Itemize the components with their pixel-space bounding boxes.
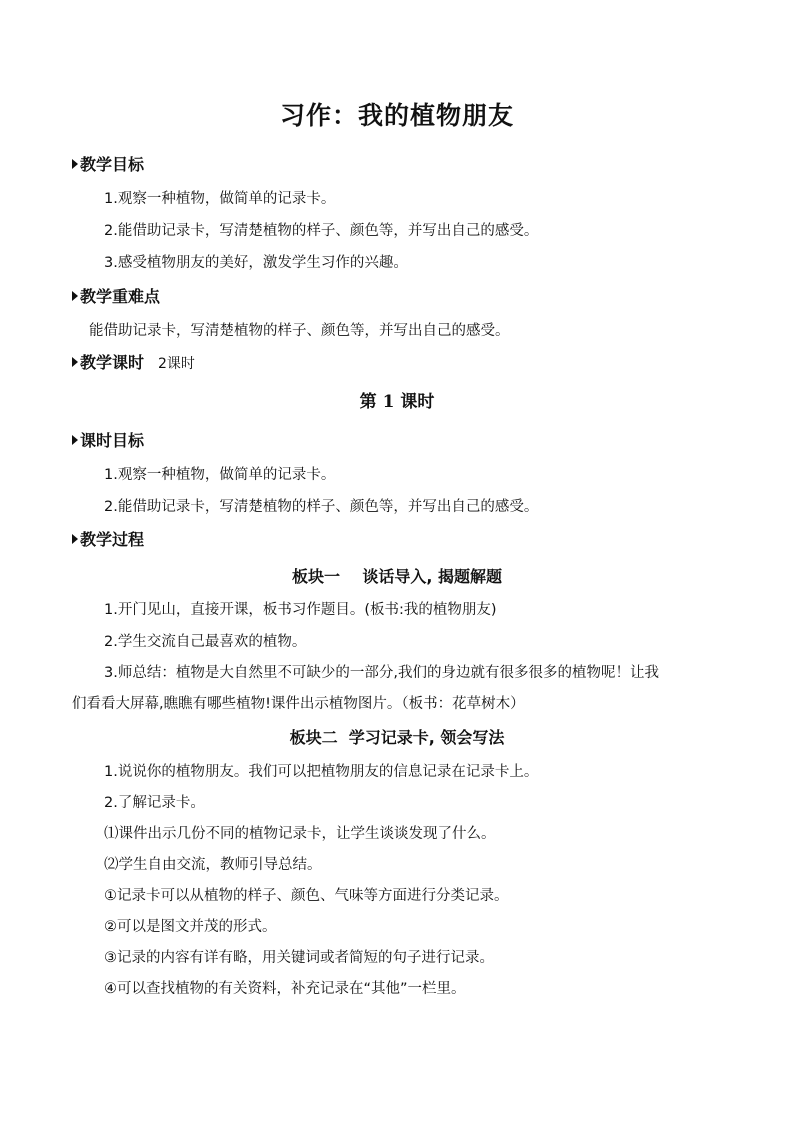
triangle-bullet-icon [72, 291, 78, 301]
key-heading-text: 教学重难点 [80, 287, 161, 306]
goal-item: 2.能借助记录卡，写清楚植物的样子、颜色等，并写出自己的感受。 [104, 223, 539, 239]
block2-item: ⑴课件出示几份不同的植物记录卡，让学生谈谈发现了什么。 [104, 826, 496, 842]
block1-item: 2.学生交流自己最喜欢的植物。 [104, 634, 307, 650]
lesson-goals-heading [72, 430, 144, 452]
block1-item: 1.开门见山，直接开课，板书习作题目。(板书:我的植物朋友) [104, 602, 497, 618]
lesson-goal-item: 2.能借助记录卡，写清楚植物的样子、颜色等，并写出自己的感受。 [104, 499, 539, 515]
key-heading [72, 286, 160, 308]
key-text: 能借助记录卡，写清楚植物的样子、颜色等，并写出自己的感受。 [89, 323, 510, 339]
block2-item: 1.说说你的植物朋友。我们可以把植物朋友的信息记录在记录卡上。 [104, 764, 539, 780]
triangle-bullet-icon [72, 435, 78, 445]
block2-item: ①记录卡可以从植物的样子、颜色、气味等方面进行分类记录。 [104, 888, 509, 904]
block2-item: ③记录的内容有详有略，用关键词或者简短的句子进行记录。 [104, 950, 494, 966]
lesson-title: 第 1 课时 [359, 392, 435, 412]
lesson-goals-heading-text: 课时目标 [80, 431, 145, 450]
hours-heading-text: 教学课时 [80, 353, 145, 372]
triangle-bullet-icon [72, 159, 78, 169]
hours-heading [72, 352, 195, 375]
block2-item: ⑵学生自由交流，教师引导总结。 [104, 857, 322, 873]
block1-item-continued: 们看看大屏幕,瞧瞧有哪些植物!课件出示植物图片。（板书：花草树木） [72, 696, 525, 712]
goal-item: 3.感受植物朋友的美好，激发学生习作的兴趣。 [104, 255, 408, 271]
process-heading [72, 529, 144, 551]
lesson-goal-item: 1.观察一种植物，做简单的记录卡。 [104, 467, 336, 483]
block2-item: ②可以是图文并茂的形式。 [104, 919, 277, 935]
block2-item: 2.了解记录卡。 [104, 795, 205, 811]
block2-title: 板块二 学习记录卡, 领会写法 [289, 728, 505, 747]
process-heading-text: 教学过程 [80, 530, 145, 549]
triangle-bullet-icon [72, 534, 78, 544]
page-title: 习作：我的植物朋友 [279, 101, 514, 130]
goal-item: 1.观察一种植物，做简单的记录卡。 [104, 191, 336, 207]
block2-item: ④可以查找植物的有关资料，补充记录在“其他”一栏里。 [104, 981, 466, 997]
goals-heading [72, 154, 144, 176]
triangle-bullet-icon [72, 357, 78, 367]
hours-value: 2课时 [158, 356, 195, 372]
goals-heading-text: 教学目标 [80, 155, 145, 174]
block1-item: 3.师总结：植物是大自然里不可缺少的一部分,我们的身边就有很多很多的植物呢！让我 [104, 665, 659, 681]
block1-title: 板块一 谈话导入, 揭题解题 [292, 567, 502, 586]
